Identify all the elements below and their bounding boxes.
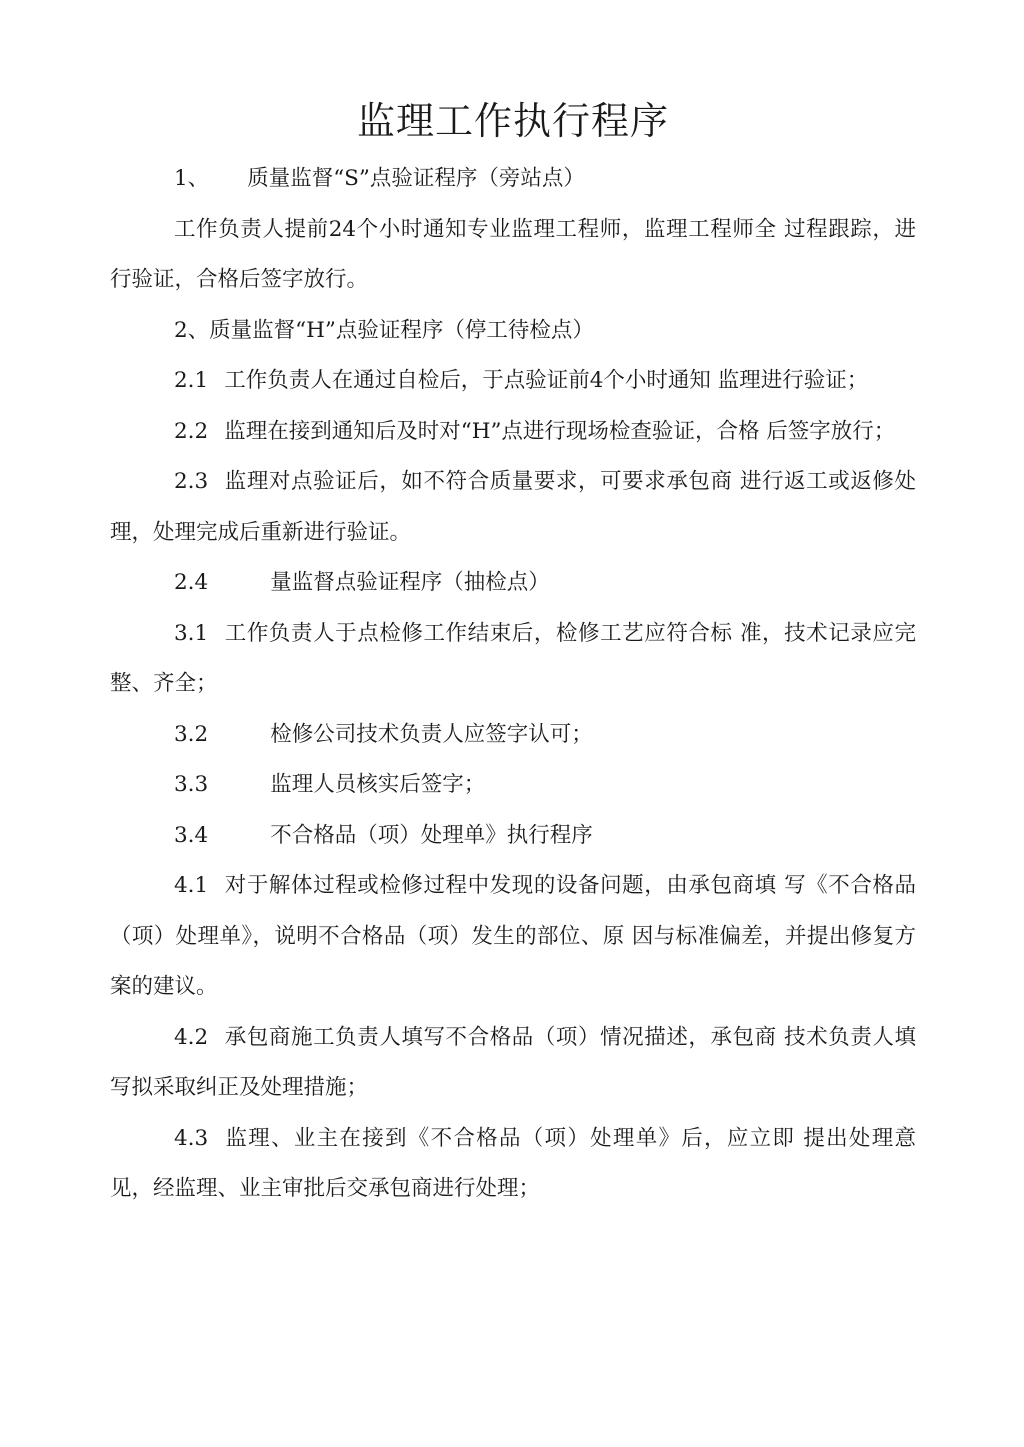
paragraph-number: 4.1 <box>174 873 209 898</box>
paragraph-text: 对于解体过程或检修过程中发现的设备问题，由承包商填 写《不合格品（项）处理单》，说明不合格品（项）发生的部位、原 因与标准偏差，并提出修复方案的建议。 <box>110 873 916 999</box>
paragraph-2 <box>110 205 916 306</box>
paragraph-text: 监理人员核实后签字； <box>270 772 486 797</box>
paragraph-10 <box>110 760 916 811</box>
paragraph-number: 4.3 <box>174 1125 209 1151</box>
paragraph-number: 2.2 <box>174 418 209 444</box>
paragraph-number: 2.3 <box>174 469 209 494</box>
paragraph-text: 监理、业主在接到《不合格品（项）处理单》后，应立即 提出处理意见，经监理、业主审批后交承包商进行处理； <box>110 1125 916 1201</box>
document-page <box>110 0 916 1447</box>
paragraph-9 <box>110 710 916 761</box>
paragraph-13 <box>110 1013 916 1114</box>
paragraph-8 <box>110 609 916 710</box>
paragraph-number: 2.4 <box>174 570 209 595</box>
document-title: 监理工作执行程序 <box>356 99 669 143</box>
paragraph-number: 3.1 <box>174 620 209 646</box>
paragraph-number: 3.4 <box>174 822 209 848</box>
paragraph-text: 2、质量监督“H”点验证程序（停工待检点） <box>174 317 594 343</box>
paragraph-text: 工作负责人提前24个小时通知专业监理工程师，监理工程师全 过程跟踪，进行验证，合格后签字放行。 <box>110 216 916 292</box>
document-body <box>110 154 916 1215</box>
paragraph-7 <box>110 558 916 609</box>
paragraph-text: 检修公司技术负责人应签字认可； <box>270 721 593 747</box>
paragraph-number: 3.2 <box>174 721 209 747</box>
paragraph-text: 工作负责人在通过自检后，于点验证前4个小时通知 监理进行验证； <box>224 368 869 393</box>
paragraph-14 <box>110 1114 916 1215</box>
paragraph-11 <box>110 811 916 862</box>
paragraph-number: 3.3 <box>174 772 209 797</box>
paragraph-text: 承包商施工负责人填写不合格品（项）情况描述，承包商 技术负责人填写拟采取纠正及处理措施； <box>110 1024 916 1100</box>
paragraph-text: 监理对点验证后，如不符合质量要求，可要求承包商 进行返工或返修处理，处理完成后重新进行验证。 <box>110 469 916 545</box>
paragraph-6 <box>110 457 916 558</box>
paragraph-text: 质量监督“S”点验证程序（旁站点） <box>247 166 585 191</box>
paragraph-number: 2.1 <box>174 368 209 393</box>
paragraph-number: 1、 <box>174 166 210 191</box>
paragraph-3 <box>110 306 916 357</box>
paragraph-5 <box>110 407 916 458</box>
paragraph-text: 不合格品（项）处理单》执行程序 <box>270 822 593 848</box>
paragraph-1 <box>110 154 916 205</box>
paragraph-text: 监理在接到通知后及时对“H”点进行现场检查验证，合格 后签字放行； <box>224 418 896 444</box>
paragraph-4 <box>110 356 916 407</box>
paragraph-number: 4.2 <box>174 1024 209 1050</box>
paragraph-text: 工作负责人于点检修工作结束后，检修工艺应符合标 准，技术记录应完整、齐全； <box>110 620 916 696</box>
paragraph-12 <box>110 861 916 1013</box>
paragraph-text: 量监督点验证程序（抽检点） <box>270 570 550 595</box>
